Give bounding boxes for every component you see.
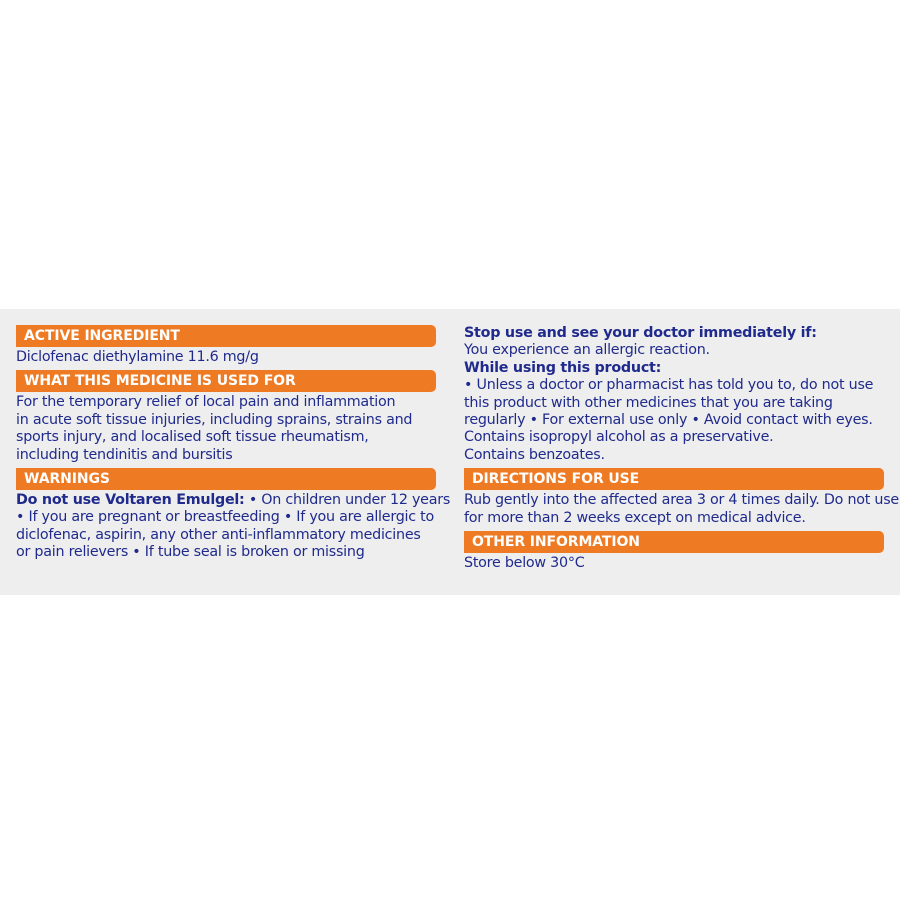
other-information-heading: OTHER INFORMATION bbox=[464, 531, 884, 553]
text-line: for more than 2 weeks except on medical advice. bbox=[464, 509, 806, 526]
stop-use-heading: Stop use and see your doctor immediately if: bbox=[464, 325, 817, 341]
text-line: in acute soft tissue injuries, including sprains, strains and bbox=[16, 411, 413, 428]
active-ingredient-heading: ACTIVE INGREDIENT bbox=[16, 325, 436, 347]
text-line: this product with other medicines that you are taking bbox=[464, 394, 833, 411]
text-line: or pain relievers • If tube seal is broken or missing bbox=[16, 544, 365, 561]
while-using-heading: While using this product: bbox=[464, 359, 662, 376]
right-column bbox=[464, 325, 899, 572]
text-line: diclofenac, aspirin, any other anti-inflammatory medicines bbox=[16, 526, 421, 543]
uses-heading: WHAT THIS MEDICINE IS USED FOR bbox=[16, 370, 436, 392]
text-line: Contains benzoates. bbox=[464, 446, 605, 463]
text-line: including tendinitis and bursitis bbox=[16, 446, 233, 463]
text-line: Store below 30°C bbox=[464, 555, 585, 572]
active-ingredient-text bbox=[16, 349, 436, 366]
text-line: Diclofenac diethylamine 11.6 mg/g bbox=[16, 349, 259, 365]
warnings-text bbox=[16, 492, 451, 562]
directions-heading: DIRECTIONS FOR USE bbox=[464, 468, 884, 490]
left-column bbox=[16, 325, 451, 562]
text-line: Contains isopropyl alcohol as a preservative. bbox=[464, 429, 774, 446]
directions-text bbox=[464, 492, 899, 527]
warnings-heading: WARNINGS bbox=[16, 468, 436, 490]
text-line: • Unless a doctor or pharmacist has told you to, do not use bbox=[464, 377, 874, 394]
text-line: • If you are pregnant or breastfeeding • If you are allergic to bbox=[16, 509, 435, 526]
text-line: sports injury, and localised soft tissue rheumatism, bbox=[16, 429, 369, 446]
text-line: Rub gently into the affected area 3 or 4 times daily. Do not use bbox=[464, 492, 899, 509]
do-not-use-label: Do not use Voltaren Emulgel: bbox=[16, 492, 245, 509]
warnings-first-line: • On children under 12 years bbox=[244, 492, 451, 509]
text-line: regularly • For external use only • Avoid contact with eyes. bbox=[464, 412, 873, 429]
other-information-text bbox=[464, 555, 884, 572]
uses-text bbox=[16, 394, 436, 464]
text-line bbox=[16, 492, 451, 509]
label-panel bbox=[0, 309, 900, 595]
text-line: For the temporary relief of local pain and inflammation bbox=[16, 394, 396, 411]
text-line: You experience an allergic reaction. bbox=[464, 342, 710, 359]
stop-use-section bbox=[464, 325, 884, 464]
